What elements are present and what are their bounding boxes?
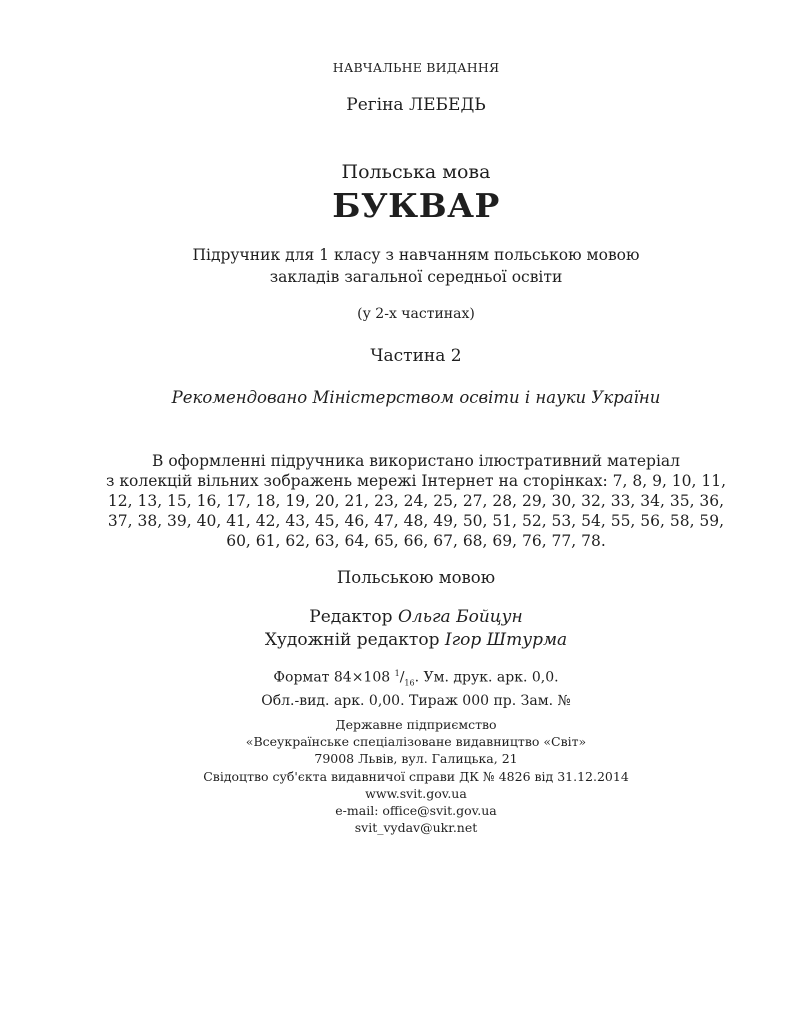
publisher-line: «Всеукраїнське спеціалізоване видавництво «Світ» bbox=[245, 734, 587, 750]
language-note: Польською мовою bbox=[336, 568, 496, 587]
illustrations-line: В оформленні підручника використано ілюстративний матеріал bbox=[152, 452, 680, 470]
editor-role: Редактор bbox=[309, 607, 393, 627]
format-print-sheets: . Ум. друк. арк. 0,0. bbox=[414, 669, 559, 686]
format-line: Формат 84×108 $^1/_{16}$. Ум. друк. арк. 0,0. bbox=[273, 669, 559, 688]
illustrations-line: з колекцій вільних зображень мережі Інтернет на сторінках: 7, 8, 9, 10, 11, bbox=[105, 472, 727, 490]
publisher-website: www.svit.gov.ua bbox=[365, 785, 467, 801]
illustrations-line: 12, 13, 15, 16, 17, 18, 19, 20, 21, 23, 24, 25, 27, 28, 29, 30, 32, 33, 34, 35, 36, bbox=[107, 492, 725, 510]
art-editor-role: Художній редактор bbox=[264, 630, 440, 650]
publisher-certificate: Свідоцтво суб'єкта видавничої справи ДК № 4826 від 31.12.2014 bbox=[203, 768, 629, 784]
illustrations-credit bbox=[0, 451, 800, 551]
subtitle-line: Підручник для 1 класу з навчанням польською мовою bbox=[192, 246, 640, 264]
publisher-address: 79008 Львів, вул. Галицька, 21 bbox=[314, 751, 518, 767]
illustrations-line: 37, 38, 39, 40, 41, 42, 43, 45, 46, 47, 48, 49, 50, 51, 52, 53, 54, 55, 56, 58, 59, bbox=[107, 512, 725, 530]
illustrations-line: 60, 61, 62, 63, 64, 65, 66, 67, 68, 69, 76, 77, 78. bbox=[226, 532, 606, 550]
part-number: Частина 2 bbox=[370, 346, 462, 366]
format-size: 84×108 bbox=[333, 669, 391, 686]
subtitle bbox=[0, 244, 800, 288]
format-fraction-num: 1 bbox=[394, 669, 400, 678]
book-title: БУКВАР bbox=[332, 186, 500, 225]
subtitle-line: закладів загальної середньої освіти bbox=[269, 268, 563, 286]
subject: Польська мова bbox=[341, 161, 491, 183]
format-fraction-den: 16 bbox=[404, 678, 415, 688]
format-label: Формат bbox=[273, 669, 330, 686]
publisher-line: Державне підприємство bbox=[335, 717, 497, 732]
format-line-2: Обл.-вид. арк. 0,00. Тираж 000 пр. Зам. № bbox=[261, 693, 571, 710]
recommendation: Рекомендовано Міністерством освіти і науки України bbox=[171, 388, 661, 407]
art-editor-line bbox=[0, 629, 800, 652]
author: Регіна ЛЕБЕДЬ bbox=[346, 95, 486, 115]
editors bbox=[0, 606, 800, 652]
parts-note: (у 2-х частинах) bbox=[357, 306, 475, 322]
editor-line bbox=[0, 606, 800, 629]
editor-name: Ольга Бойцун bbox=[397, 607, 523, 627]
format-info bbox=[0, 664, 800, 711]
publisher-info bbox=[0, 716, 800, 836]
publisher-email: e-mail: office@svit.gov.ua bbox=[335, 803, 497, 819]
art-editor-name: Ігор Штурма bbox=[444, 630, 568, 650]
publisher-email-2: svit_vydav@ukr.net bbox=[354, 820, 478, 836]
edition-type: НАВЧАЛЬНЕ ВИДАННЯ bbox=[332, 60, 500, 75]
